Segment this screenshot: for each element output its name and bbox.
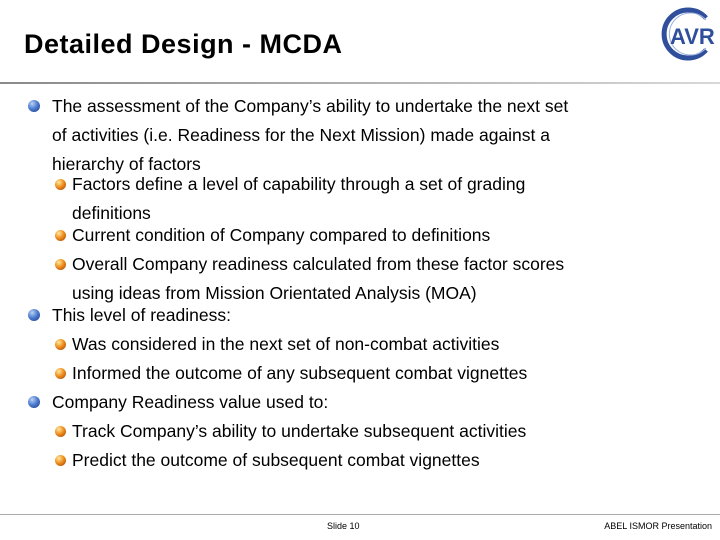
avr-logo — [656, 4, 716, 64]
bullet-line: This level of readiness: — [52, 305, 231, 325]
sub-bullet-item — [72, 446, 480, 475]
blue-bullet-icon — [28, 396, 40, 408]
sub-bullet-item — [72, 417, 526, 446]
orange-bullet-icon — [55, 179, 66, 190]
avr-logo-text: AVR — [670, 24, 715, 49]
bullet-line: Was considered in the next set of non-combat activities — [72, 334, 500, 354]
bullet-line: of activities (i.e. Readiness for the Next Mission) made against a — [52, 125, 550, 145]
slide-title: Detailed Design - MCDA — [24, 29, 343, 59]
footer-divider — [0, 514, 720, 515]
sub-bullet-item — [72, 250, 564, 308]
bullet-line: Current condition of Company compared to definitions — [72, 225, 491, 245]
orange-bullet-icon — [55, 339, 66, 350]
bullet-line: hierarchy of factors — [52, 154, 201, 174]
bullet-line: Company Readiness value used to: — [52, 392, 329, 412]
bullet-item — [52, 92, 568, 179]
blue-bullet-icon — [28, 100, 40, 112]
orange-bullet-icon — [55, 426, 66, 437]
blue-bullet-icon — [28, 309, 40, 321]
bullet-line: Track Company’s ability to undertake subsequent activities — [72, 421, 527, 441]
presentation-name: ABEL ISMOR Presentation — [604, 521, 712, 531]
bullet-line: definitions — [72, 203, 151, 223]
sub-bullet-item — [72, 359, 527, 388]
orange-bullet-icon — [55, 368, 66, 379]
orange-bullet-icon — [55, 455, 66, 466]
bullet-item — [52, 388, 328, 417]
orange-bullet-icon — [55, 259, 66, 270]
bullet-line: using ideas from Mission Orientated Analysis (MOA) — [72, 283, 477, 303]
orange-bullet-icon — [55, 230, 66, 241]
bullet-line: Overall Company readiness calculated from these factor scores — [72, 254, 565, 274]
bullet-line: The assessment of the Company’s ability to undertake the next set — [52, 96, 569, 116]
sub-bullet-item — [72, 330, 499, 359]
slide-number: Slide 10 — [327, 521, 360, 531]
bullet-line: Factors define a level of capability through a set of grading — [72, 174, 526, 194]
sub-bullet-item — [72, 170, 525, 228]
bullet-line: Informed the outcome of any subsequent combat vignettes — [72, 363, 528, 383]
bullet-line: Predict the outcome of subsequent combat vignettes — [72, 450, 480, 470]
title-divider — [0, 82, 720, 84]
sub-bullet-item — [72, 221, 490, 250]
bullet-item — [52, 301, 231, 330]
